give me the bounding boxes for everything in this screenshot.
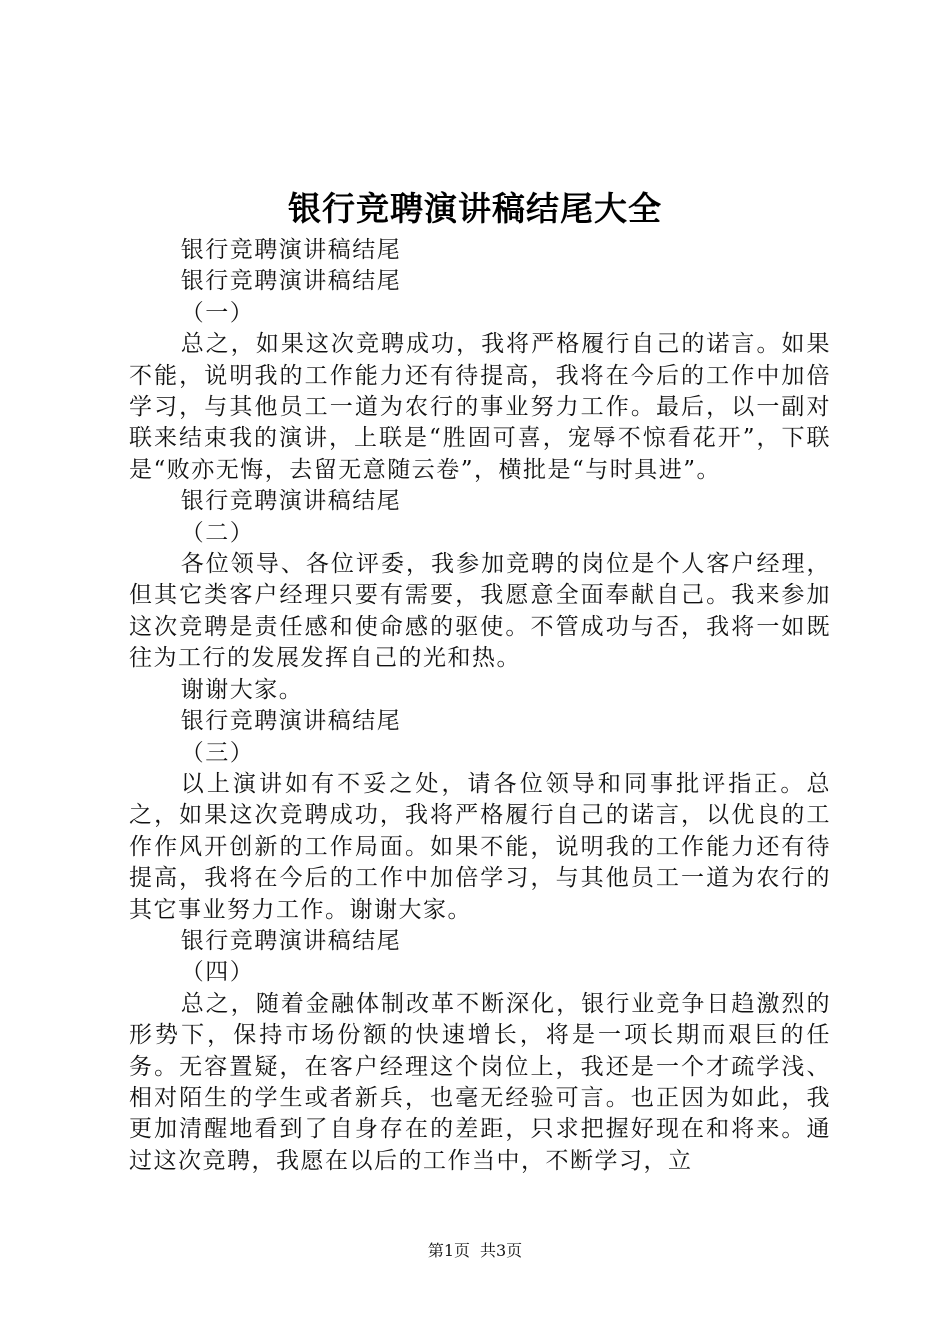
paragraph-text: 各位领导、各位评委，我参加竞聘的岗位是个人客户经理，但其它类客户经理只要有需要，我愿意全面奉献自己。我来参加这次竞聘是责任感和使命感的驱使。不管成功与否，我将一如既往为工行的发展发挥自己的光和热。 xyxy=(129,551,831,672)
paragraph-text: 总之，随着金融体制改革不断深化，银行业竞争日趋激烈的形势下，保持市场份额的快速增长，将是一项长期而艰巨的任务。无容置疑，在客户经理这个岗位上，我还是一个才疏学浅、相对陌生的学生或者新兵，也毫无经验可言。也正因为如此，我更加清醒地看到了自身存在的差距，只求把握好现在和将来。通过这次竞聘，我愿在以后的工作当中，不断学习，立 xyxy=(129,990,831,1174)
section-number: （二） xyxy=(180,519,255,546)
paragraph-text: 谢谢大家。 xyxy=(180,676,304,703)
paragraph-subtitle: 银行竞聘演讲稿结尾 xyxy=(180,268,402,295)
section-number: （三） xyxy=(180,739,255,766)
paragraph-subtitle: 银行竞聘演讲稿结尾 xyxy=(180,237,402,263)
page-total: 共3页 xyxy=(480,1241,523,1260)
paragraph-subtitle: 银行竞聘演讲稿结尾 xyxy=(180,708,402,735)
page-footer xyxy=(0,1241,950,1261)
paragraph-text: 以上演讲如有不妥之处，请各位领导和同事批评指正。总之，如果这次竞聘成功，我将严格履行自己的诺言，以优良的工作作风开创新的工作局面。如果不能，说明我的工作能力还有待提高，我将在今后的工作中加倍学习，与其他员工一道为农行的其它事业努力工作。谢谢大家。 xyxy=(129,770,831,923)
paragraph-subtitle: 银行竞聘演讲稿结尾 xyxy=(180,927,402,954)
section-number: （四） xyxy=(180,959,255,986)
paragraph-text: 总之，如果这次竞聘成功，我将严格履行自己的诺言。如果不能，说明我的工作能力还有待提高，我将在今后的工作中加倍学习，与其他员工一道为农行的事业努力工作。最后，以一副对联来结束我的演讲，上联是“胜固可喜，宠辱不惊看花开”，下联是“败亦无悔，去留无意随云卷”，横批是“与时具进”。 xyxy=(129,331,831,483)
page-number: 第1页 xyxy=(427,1241,470,1260)
document-title: 银行竞聘演讲稿结尾大全 xyxy=(288,189,662,228)
document-body xyxy=(129,235,831,1177)
section-number: （一） xyxy=(180,299,255,326)
paragraph-subtitle: 银行竞聘演讲稿结尾 xyxy=(180,488,402,515)
